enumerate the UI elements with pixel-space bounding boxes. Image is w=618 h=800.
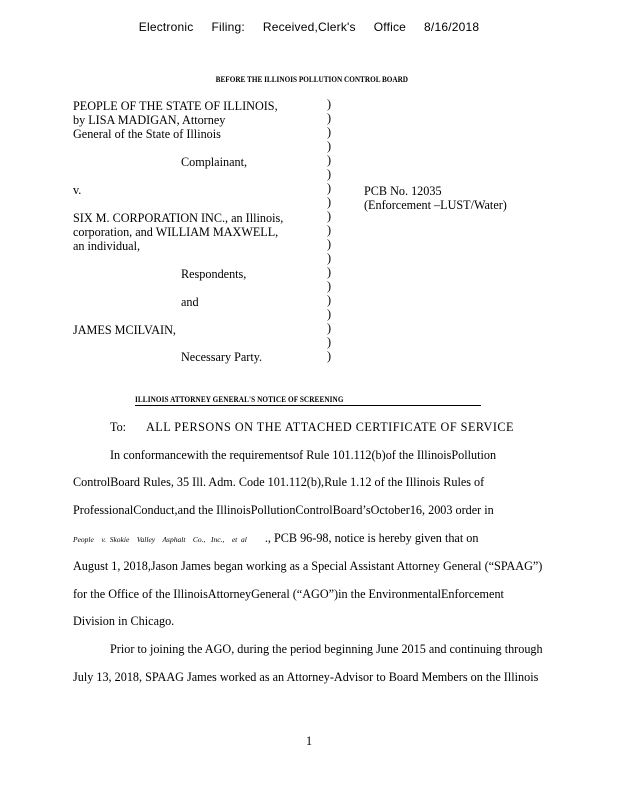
stamp-electronic: Electronic: [138, 20, 194, 34]
stamp-filing: Filing:: [211, 20, 245, 34]
notice-title-underline: [135, 405, 481, 406]
body-p1-line-7: Division in Chicago.: [73, 614, 175, 628]
body-p2-line-1: Prior to joining the AGO, during the period beginning June 2015 and continuing through: [110, 642, 543, 656]
plaintiff-line-1: PEOPLE OF THE STATE OF ILLINOIS,: [73, 99, 278, 113]
case-citation-rest: ., PCB 96-98, notice is hereby given that on: [264, 531, 479, 545]
complainant-label: Complainant,: [181, 155, 248, 169]
respondents-label: Respondents,: [181, 267, 247, 281]
to-label: To:: [110, 420, 127, 434]
body-p1-line-1: In conformancewith the requirementsof Rule 101.112(b)of the IllinoisPollution: [110, 448, 497, 462]
body-p1-line-3: ProfessionalConduct,and the IllinoisPollutionControlBoard’sOctober16, 2003 order in: [73, 503, 494, 517]
notice-title: ILLINOIS ATTORNEY GENERAL'S NOTICE OF SCREENING: [135, 394, 344, 404]
party-name: JAMES MCILVAIN,: [73, 323, 176, 337]
defendant-line-1: SIX M. CORPORATION INC., an Illinois,: [73, 211, 284, 225]
defendant-line-2: corporation, and WILLIAM MAXWELL,: [73, 225, 279, 239]
stamp-date: 8/16/2018: [424, 20, 480, 34]
case-citation: People v. Skokie Valley Asphalt Co., Inc., et al: [73, 535, 247, 544]
page-number: 1: [305, 734, 313, 748]
body-p2-line-2: July 13, 2018, SPAAG James worked as an Attorney-Advisor to Board Members on the Illinois: [73, 670, 539, 684]
body-p1-line-6: for the Office of the IllinoisAttorneyGeneral (“AGO”)in the EnvironmentalEnforcement: [73, 587, 504, 601]
body-p1-line-4: [73, 531, 478, 546]
case-number: PCB No. 12035: [364, 184, 442, 198]
defendant-line-3: an individual,: [73, 239, 141, 253]
versus-label: v.: [73, 183, 82, 197]
caption-parentheses: ) ) ) ) ) ) ) ) ) ) ) ) ) ) ) ) ) ) ): [327, 97, 332, 363]
and-label: and: [181, 295, 199, 309]
plaintiff-line-3: General of the State of Illinois: [73, 127, 221, 141]
stamp-received: Received,Clerk's: [262, 20, 356, 34]
necessary-party-label: Necessary Party.: [181, 350, 263, 364]
body-p1-line-2: ControlBoard Rules, 35 Ill. Adm. Code 101.112(b),Rule 1.12 of the Illinois Rules of: [73, 475, 485, 489]
case-type: (Enforcement –LUST/Water): [364, 198, 507, 212]
board-title: BEFORE THE ILLINOIS POLLUTION CONTROL BOARD: [215, 74, 409, 84]
plaintiff-line-2: by LISA MADIGAN, Attorney: [73, 113, 226, 127]
body-p1-line-5: August 1, 2018,Jason James began working as a Special Assistant Attorney General (“SPAAG”): [73, 559, 543, 573]
to-recipients: ALL PERSONS ON THE ATTACHED CERTIFICATE OF SERVICE: [146, 420, 514, 434]
stamp-office: Office: [373, 20, 407, 34]
filing-stamp: [0, 20, 618, 34]
